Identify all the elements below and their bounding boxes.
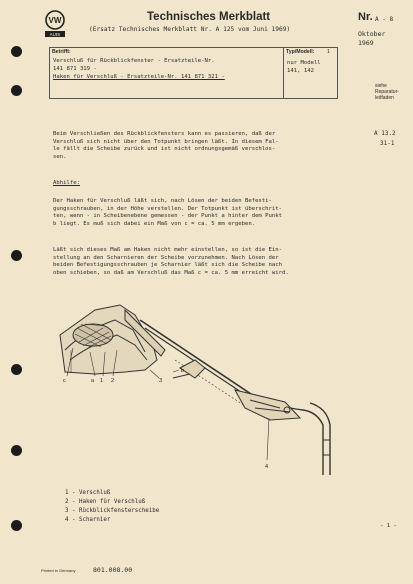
print-note: Printed in Germany bbox=[41, 568, 76, 573]
figure-label-1: 1 bbox=[100, 378, 104, 384]
model-line: 141, 142 bbox=[287, 68, 314, 74]
figure-label-4: 4 bbox=[265, 464, 269, 470]
subject-box bbox=[49, 47, 284, 99]
subject-label: Betrifft: bbox=[52, 49, 71, 55]
date-year: 1969 bbox=[358, 39, 374, 47]
model-number: 1 bbox=[327, 49, 330, 55]
legend-item: 2 - Haken für Verschluß bbox=[65, 499, 146, 505]
legend-item: 3 - Rückblickfensterscheibe bbox=[65, 508, 160, 514]
side-reference: A 13.2 bbox=[374, 130, 396, 137]
svg-text:AUDI: AUDI bbox=[49, 32, 61, 37]
binder-hole bbox=[11, 520, 22, 531]
date-month: Oktober bbox=[358, 30, 386, 38]
subject-line: Verschluß für Rückblickfenster - Ersatzteile-Nr. bbox=[53, 58, 215, 64]
document-title: Technisches Merkblatt bbox=[147, 11, 271, 23]
figure-label-2: 2 bbox=[111, 378, 115, 384]
figure-label-a: a bbox=[91, 378, 95, 384]
remedy-heading: Abhilfe: bbox=[53, 180, 80, 186]
binder-hole bbox=[11, 85, 22, 96]
figure-label-c: c bbox=[63, 378, 66, 384]
subject-line: 141 871 319 - bbox=[53, 66, 97, 72]
legend-item: 1 - Verschluß bbox=[65, 490, 111, 496]
model-line: nur Modell bbox=[287, 60, 321, 66]
intro-paragraph: Beim Verschließen des Rückblickfensters kann es passieren, daß der Verschluß sich nicht über den Totpunkt bringen läßt. In diesem Fal- le fällt die Scheibe zurück und ist nicht ordnungsgemäß verschlos- sen. bbox=[53, 131, 279, 160]
svg-text:VW: VW bbox=[48, 16, 62, 25]
figure-label-b: b bbox=[181, 368, 185, 374]
document-subtitle: (Ersatz Technisches Merkblatt Nr. A 125 vom Juni 1969) bbox=[89, 26, 291, 33]
figure-label-3: 3 bbox=[159, 378, 163, 384]
legend-item: 4 - Scharnier bbox=[65, 517, 111, 523]
vw-audi-logo bbox=[43, 10, 67, 38]
side-reference: 31-1 bbox=[380, 140, 395, 147]
binder-hole bbox=[11, 445, 22, 456]
number-value: A - 8 bbox=[375, 16, 394, 23]
form-code: 801.008.00 bbox=[93, 566, 133, 574]
remedy-paragraph: Der Haken für Verschluß läßt sich, nach Lösen der beiden Befesti- gungsschrauben, in der Höhe verstellen. Der Totpunkt ist überschrit- ten, wenn - in Scheibenebene gemessen - der Punkt a hinter dem Punkt b liegt. Es muß sich dabei ein Maß von c = ca. 5 mm ergeben. bbox=[53, 198, 283, 227]
binder-hole bbox=[11, 364, 22, 375]
model-label: Typ/Modell: bbox=[286, 49, 315, 55]
subject-line: Haken für Verschluß - Ersatzteile-Nr. 141 871 321 - bbox=[53, 74, 225, 80]
model-box bbox=[283, 47, 338, 99]
side-note: siehe Reparatur- leitfaden bbox=[375, 83, 399, 101]
page-marker: - 1 - bbox=[380, 523, 397, 529]
binder-hole bbox=[11, 250, 22, 261]
binder-hole bbox=[11, 46, 22, 57]
remedy-paragraph: Läßt sich dieses Maß am Haken nicht mehr einstellen, so ist die Ein- stellung an den Scharnieren der Scheibe vorzunehmen. Nach Lösen der beiden Befestigungsschrauben je Scharnier läßt sich die Scheibe nach oben schieben, so daß am Verschluß das Maß c = ca. 5 mm erreicht wird. bbox=[53, 247, 289, 276]
number-label: Nr. bbox=[358, 11, 373, 23]
latch-drawing bbox=[55, 290, 355, 480]
